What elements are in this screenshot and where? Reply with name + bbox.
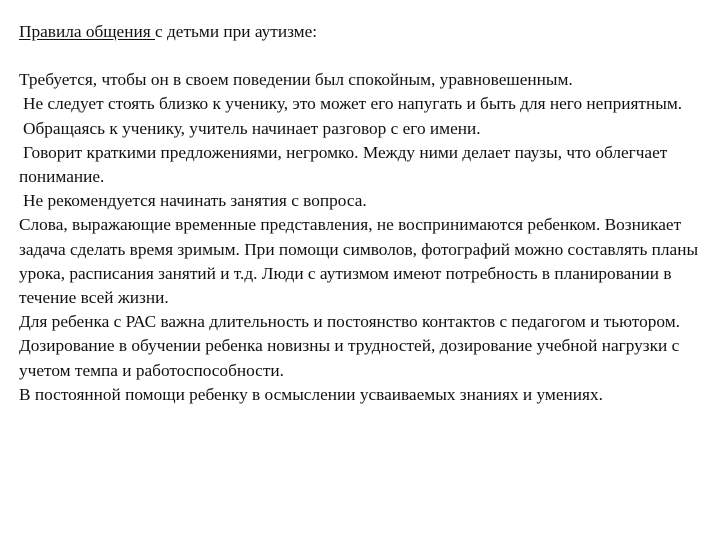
paragraph-contact-continuity: Для ребенка с РАС важна длительность и постоянство контактов с педагогом и тьютором. bbox=[19, 312, 680, 332]
paragraph-dosing: Дозирование в обучении ребенка новизны и трудностей, дозирование учебной нагрузки с учетом темпа и работоспособности. bbox=[19, 336, 680, 380]
paragraph-time-visualization: Слова, выражающие временные представления, не воспринимаются ребенком. Возникает задача сделать время зримым. При помощи символов, фотографий можно составлять планы урока, расписания занятий и т.д. Люди с аутизмом имеют потребность в планировании в течение всей жизни. bbox=[19, 215, 699, 308]
title-rest-part: с детьми при аутизме: bbox=[155, 22, 318, 41]
paragraph-short-sentences: Говорит краткими предложениями, негромко. Между ними делает паузы, что облегчает понимание. bbox=[19, 142, 668, 187]
paragraph-personal-distance: Не следует стоять близко к ученику, это может его напугать и быть для него неприятным. bbox=[23, 94, 683, 114]
document-title bbox=[19, 20, 703, 44]
paragraph-constant-help: В постоянной помощи ребенку в осмыслении усваиваемых знаниях и умениях. bbox=[19, 384, 603, 404]
paragraph-no-questions-first: Не рекомендуется начинать занятия с вопроса. bbox=[23, 191, 367, 211]
document-page bbox=[19, 20, 703, 407]
paragraph-address-by-name: Обращаясь к ученику, учитель начинает разговор с его имени. bbox=[23, 118, 481, 138]
title-underlined-part: Правила общения bbox=[19, 22, 155, 41]
paragraph-calm-behavior: Требуется, чтобы он в своем поведении был спокойным, уравновешенным. bbox=[19, 70, 573, 90]
